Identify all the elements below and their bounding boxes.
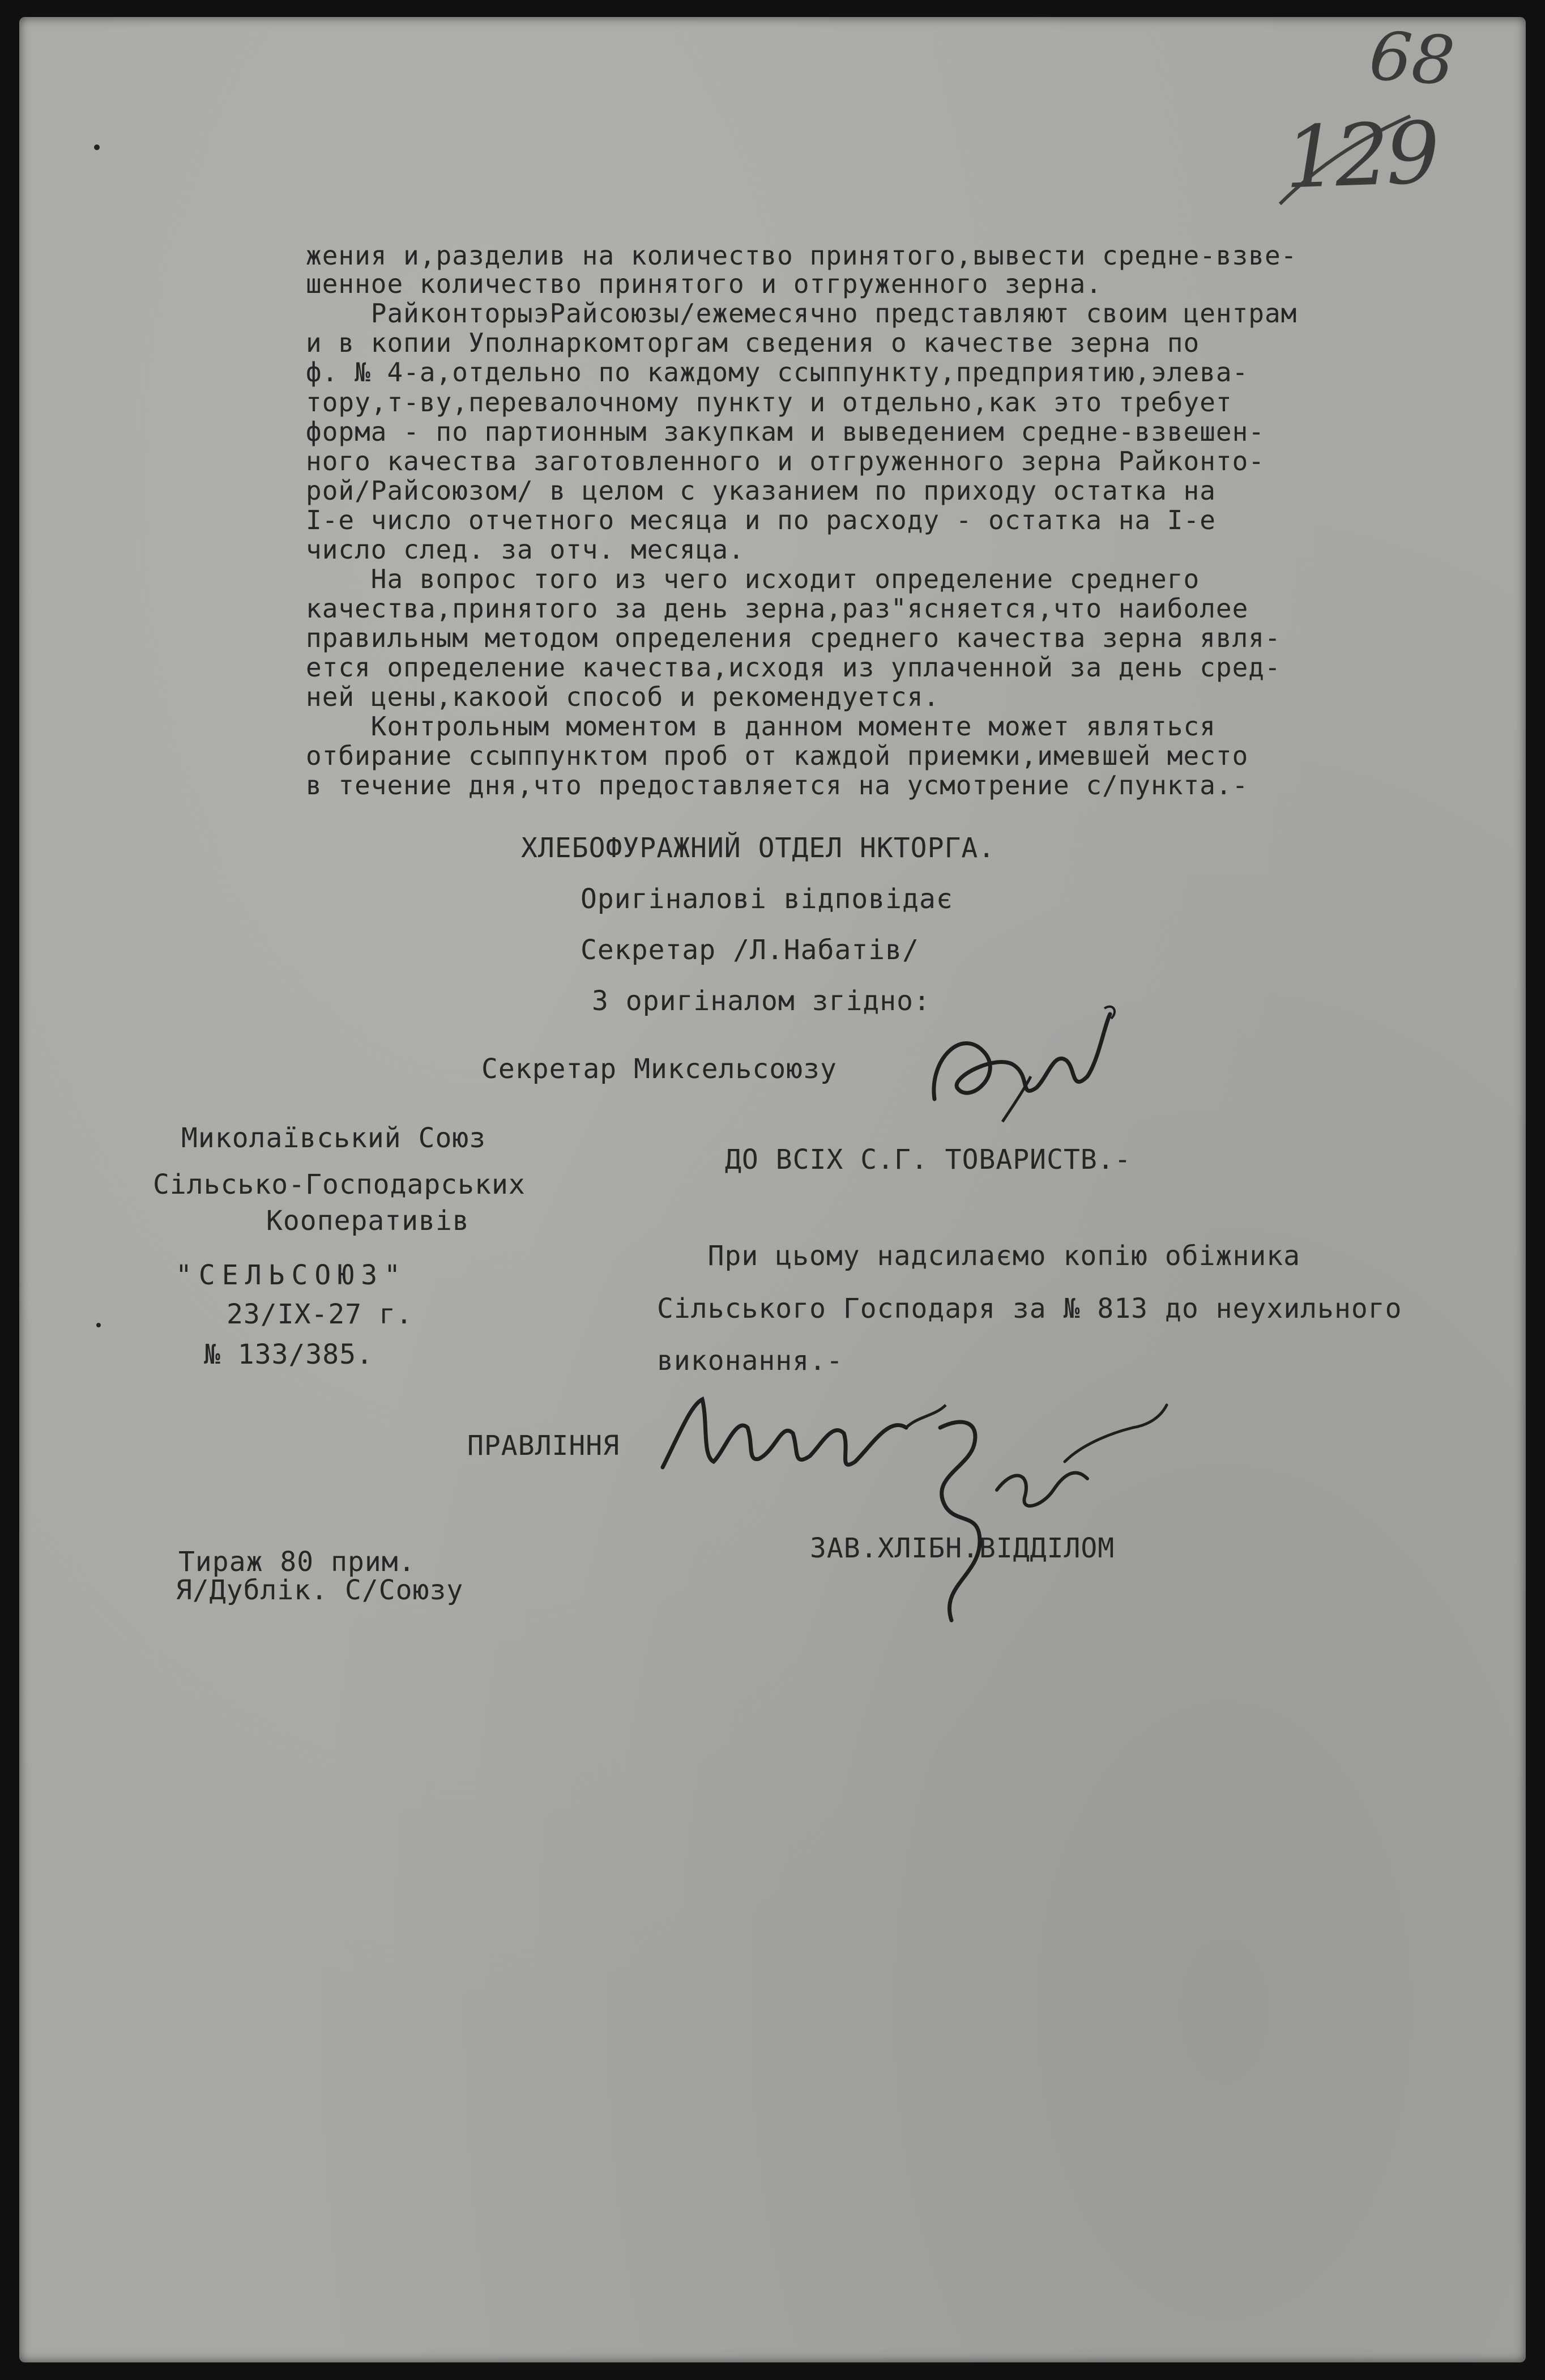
page-number-strike-icon [1274,108,1422,215]
body-line: правильным методом определения среднего качества зерна явля- [306,623,1281,653]
copy-conforms-line: З оригіналом згідно: [592,985,931,1017]
sender-date: 23/IX-27 г. [227,1298,413,1330]
body-line: ней цены,какоой способ и рекомендуется. [306,682,940,712]
sender-organization: "СЕЛЬСОЮЗ" [176,1259,407,1291]
body-line: тору,т-ву,перевалочному пункту и отдельно,как это требует [306,387,1232,418]
body-line: рой/Райсоюзом/ в целом с указанием по приходу остатка на [306,475,1216,506]
body-line: ного качества заготовленного и отгруженного зерна Райконто- [306,446,1265,476]
body-line: шенное количество принятого и отгруженного зерна. [306,269,1103,299]
body-line: ется определение качества,исходя из уплаченной за день сред- [306,652,1281,683]
page-number-bottom: 129 [1283,104,1439,208]
body-line: На вопрос того из чего исходит определение среднего [306,564,1200,594]
original-conforms-line: Оригіналові відповідає [581,883,953,915]
message-line: Сільського Господаря за № 813 до неухильного [657,1293,1402,1325]
typeset-note: Я/Дублік. С/Союзу [176,1574,464,1606]
body-line: жения и,разделив на количество принятого,вывести средне-взве- [306,240,1298,271]
head-signature [895,1394,1189,1646]
body-line: в течение дня,что предоставляется на усмотрение с/пункта.- [306,770,1249,801]
body-line: качества,принятого за день зерна,раз"ясняется,что наиболее [306,593,1249,624]
page-number-top: 68 [1367,16,1457,101]
message-line: При цьому надсилаємо копію обіжника [640,1240,1301,1272]
board-label: ПРАВЛІННЯ [467,1430,620,1462]
secretary-line: Секретар /Л.Набатів/ [581,934,919,966]
sender-number: № 133/385. [204,1339,373,1370]
sender-line: Сільсько-Господарських [153,1169,526,1200]
recipient-line: ДО ВСІХ С.Г. ТОВАРИСТВ.- [725,1144,1132,1176]
body-line: Контрольным моментом в данном моменте может являться [306,711,1216,742]
body-line: I-е число отчетного месяца и по расходу - остатка на I-е [306,505,1216,535]
department-heading: ХЛЕБОФУРАЖНИЙ ОТДЕЛ НКТОРГА. [521,832,996,864]
margin-mark [94,144,100,150]
head-of-department-label: ЗАВ.ХЛІБН.ВІДДІЛОМ [810,1532,1115,1564]
body-line: ф. № 4-а,отдельно по каждому ссыппункту,предприятию,элева- [306,357,1249,388]
margin-mark [96,1323,101,1327]
secretary-signature [917,991,1121,1142]
secretary-union-line: Секретар Миксельсоюзу [481,1053,837,1085]
body-line: и в копии Уполнаркомторгам сведения о качестве зерна по [306,327,1200,358]
sender-line: Кооперативів [266,1205,470,1237]
body-line: отбирание ссыппунктом проб от каждой приемки,имевшей место [306,740,1249,771]
sender-line: Миколаївський Союз [181,1122,486,1154]
body-line: РайконторыэРайсоюзы/ежемесячно представляют своим центрам [306,298,1298,329]
message-line: виконання.- [657,1345,843,1377]
body-line: форма - по партионным закупкам и выведением средне-взвешен- [306,416,1265,447]
body-line: число след. за отч. месяца. [306,534,745,565]
print-run: Тираж 80 прим. [178,1546,416,1578]
